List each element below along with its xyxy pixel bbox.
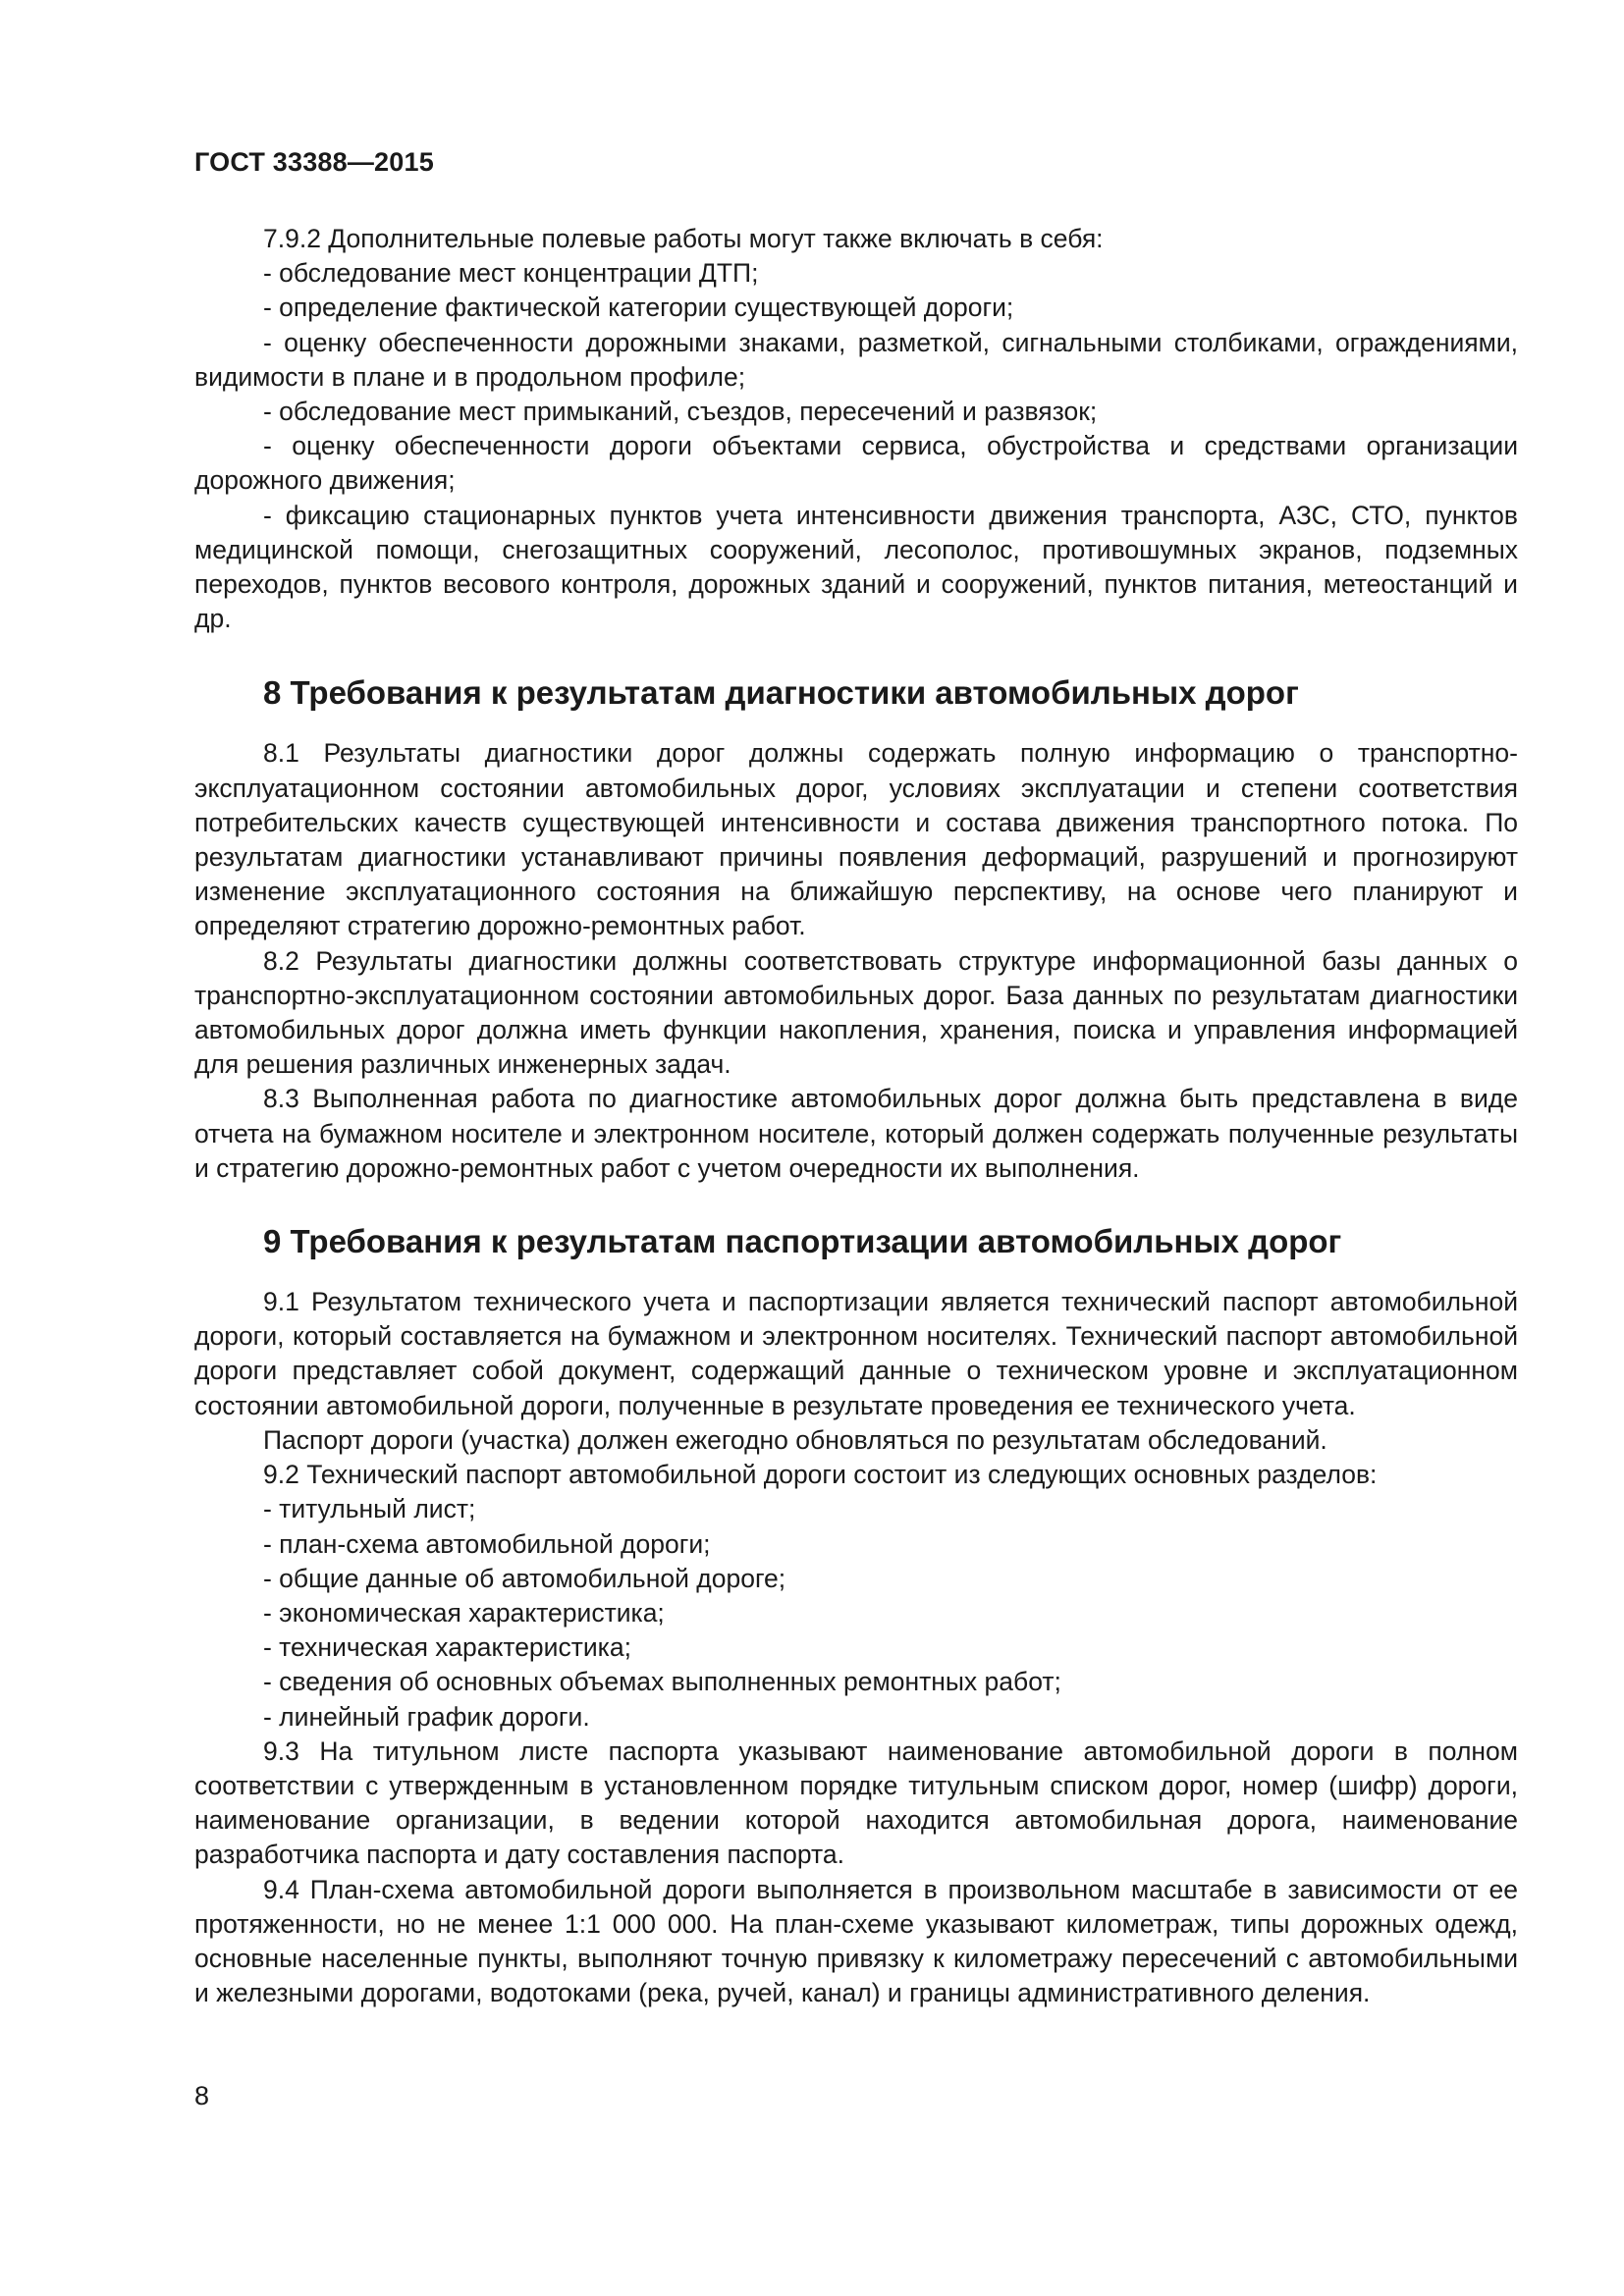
paragraph-9-3: 9.3 На титульном листе паспорта указывают наименование автомобильной дороги в полном соответствии с утвержденным в установленном порядке титульным списком дорог, номер (шифр) дороги, наименование организации, в ведении которой находится автомобильная дорога, наименование разработчика паспорта и дату составления паспорта. xyxy=(194,1735,1518,1870)
list-item: - план-схема автомобильной дороги; xyxy=(263,1528,711,1559)
document-code: ГОСТ 33388—2015 xyxy=(194,147,434,177)
list-item: - общие данные об автомобильной дороге; xyxy=(263,1563,786,1593)
document-body xyxy=(194,222,1518,2010)
paragraph-passport-update: Паспорт дороги (участка) должен ежегодно обновляться по результатам обследований. xyxy=(263,1424,1327,1455)
paragraph-9-4: 9.4 План-схема автомобильной дороги выполняется в произвольном масштабе в зависимости от ее протяженности, но не менее 1:1 000 000. На план-схеме указывают километраж, типы дорожных одежд, основные населенные пункты, выполняют точную привязку к километражу пересечений с автомобильными и железными дорогами, водотоками (река, ручей, канал) и границы административного деления. xyxy=(194,1874,1518,2008)
page-number: 8 xyxy=(194,2081,210,2110)
paragraph-9-2: 9.2 Технический паспорт автомобильной дороги состоит из следующих основных разделов: xyxy=(263,1460,1378,1490)
list-item: - определение фактической категории существующей дороги; xyxy=(263,293,1014,323)
paragraph-8-3: 8.3 Выполненная работа по диагностике автомобильных дорог должна быть представлена в виде отчета на бумажном носителе и электронном носителе, который должен содержать полученные результаты и стратегию дорожно-ремонтных работ с учетом очередности их выполнения. xyxy=(194,1084,1518,1183)
list-item: - техническая характеристика; xyxy=(263,1632,631,1663)
section-9-heading: 9 Требования к результатам паспортизации автомобильных дорог xyxy=(263,1223,1342,1260)
list-item: - оценку обеспеченности дороги объектами сервиса, обустройства и средствами организации дорожного движения; xyxy=(194,431,1518,496)
list-item: - титульный лист; xyxy=(263,1494,476,1524)
paragraph-8-2: 8.2 Результаты диагностики должны соответствовать структуре информационной базы данных о транспортно-эксплуатационном состоянии автомобильных дорог. База данных по результатам диагностики автомобильных дорог должна иметь функции накопления, хранения, поиска и управления информацией для решения различных инженерных задач. xyxy=(194,945,1518,1080)
paragraph-7-9-2: 7.9.2 Дополнительные полевые работы могут также включать в себя: xyxy=(263,224,1104,253)
list-item: - оценку обеспеченности дорожными знаками, разметкой, сигнальными столбиками, ограждениями, видимости в плане и в продольном профиле; xyxy=(194,327,1518,392)
list-item: - обследование мест примыканий, съездов, пересечений и развязок; xyxy=(263,397,1098,427)
paragraph-8-1: 8.1 Результаты диагностики дорог должны содержать полную информацию о транспортно-эксплуатационном состоянии автомобильных дорог, условиях эксплуатации и степени соответствия потребительских качеств существующей интенсивности и состава движения транспортного потока. По результатам диагностики устанавливают причины появления деформаций, разрушений и прогнозируют изменение эксплуатационного состояния на ближайшую перспективу, на основе чего планируют и определяют стратегию дорожно-ремонтных работ. xyxy=(194,738,1518,941)
list-item: - линейный график дороги. xyxy=(263,1701,590,1732)
list-item: - сведения об основных объемах выполненных ремонтных работ; xyxy=(263,1667,1061,1697)
list-item: - фиксацию стационарных пунктов учета интенсивности движения транспорта, АЗС, СТО, пунктов медицинской помощи, снегозащитных сооружений, лесополос, противошумных экранов, подземных переходов, пунктов весового контроля, дорожных зданий и сооружений, пунктов питания, метеостанций и др. xyxy=(194,500,1518,634)
paragraph-9-1: 9.1 Результатом технического учета и паспортизации является технический паспорт автомобильной дороги, который составляется на бумажном и электронном носителях. Технический паспорт автомобильной дороги представляет собой документ, содержащий данные о техническом уровне и эксплуатационном состоянии автомобильной дороги, полученные в результате проведения ее технического учета. xyxy=(194,1287,1518,1420)
list-item: - обследование мест концентрации ДТП; xyxy=(263,258,759,289)
section-8-heading: 8 Требования к результатам диагностики автомобильных дорог xyxy=(263,674,1299,712)
list-item: - экономическая характеристика; xyxy=(263,1597,665,1628)
